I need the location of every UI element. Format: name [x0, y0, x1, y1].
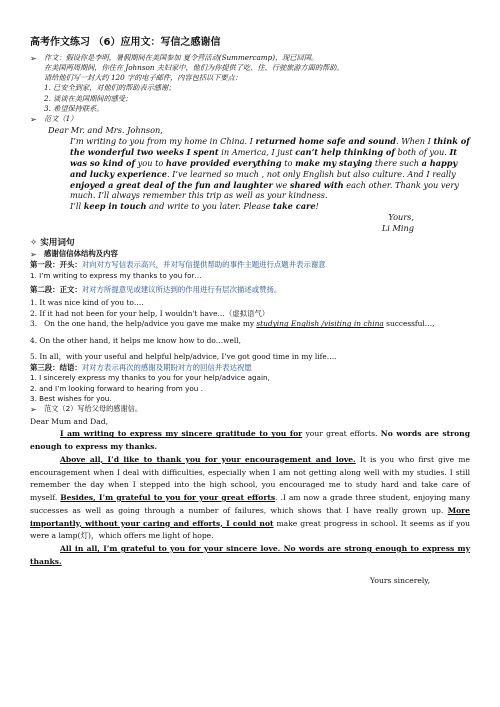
page-title: 高考作文练习 （6）应用文：写信之感谢信 [30, 37, 221, 48]
expressions-heading: ✧ 实用词句 [30, 237, 75, 248]
step-2-item: 5. In all，with your useful and helpful help/advice, I’ve got good time in my life…. [30, 352, 337, 362]
step-3-item: 3. Best wishes for you. [30, 393, 112, 403]
structure-heading-row [30, 249, 470, 260]
arrow-bullet-icon: ➢ [30, 405, 37, 415]
step-1 [30, 260, 470, 271]
task-line: 作文：假设你是李明，暑假期间在美国参加 夏令营活动(Summercamp)，现已回国。 [44, 53, 319, 63]
model-2-label-row [30, 404, 470, 415]
task-block [30, 53, 470, 113]
arrow-bullet-icon: ➢ [30, 114, 37, 124]
step-1-head: 第一段：开头： [30, 260, 82, 270]
diamond-bullet-icon: ✧ [30, 237, 41, 248]
step-1-desc: 对向对方写信表示高兴，并对写信提供帮助的事件主题进行点题并表示谢意 [81, 260, 326, 270]
step-3-items [30, 373, 470, 404]
step-2-items [30, 298, 470, 363]
essay-closing: Yours, [388, 212, 414, 223]
task-text [44, 53, 344, 113]
model-label: 范文（1） [44, 113, 78, 123]
step-2-item: 1. It was nice kind of you to…. [30, 298, 144, 308]
step-3-item: 1. I sincerely express my thanks to you for your help/advice again, [30, 373, 270, 383]
model-2-label: 范文（2）写给父母的感谢信。 [44, 404, 143, 414]
essay-signature: Li Ming [381, 222, 414, 233]
step-2-desc: 对对方所提意见或建议所达到的作用进行有层次描述或赞扬。 [81, 284, 282, 294]
arrow-bullet-icon: ➢ [30, 54, 37, 64]
essay-body-2: I’ll keep in touch and write to you later. Please take care! [70, 201, 319, 212]
step-3-head: 第三段：结语： [30, 362, 82, 372]
step-2-item: 3. On the one hand, the help/advice you gave me make my studying English /visiting in china successful…, [30, 319, 435, 329]
letter-paragraph-3: All in all, I’m grateful to you for your sincere love. No words are strong enough to express my thanks. [30, 544, 470, 566]
task-line: 请给他们写一封大约 120 字的电子邮件，内容包括以下要点： [44, 73, 242, 83]
step-2-item: 2. If it had not been for your help, I wouldn't have…（虚拟语气） [30, 308, 270, 318]
letter-paragraph-2: Above all, I’d like to thank you for your encouragement and love. It is you who first give me encouragement when I deal with difficulties, especially when I am not getting along well with my studies. I still remember the day when I stepped into the high school, you encouraged me to study hard and take care of myself. Besides, I’m grateful to you for your great efforts. .I am now a grade three student, enjoying many successes as well as going through a number of failures, which shows that I have really grown up. More importantly, without your caring and efforts, I could not make great progress in school. It seems as if you were a lamp(灯)，which offers me light of hope. [30, 454, 470, 541]
step-2-head: 第二段：正文： [30, 284, 82, 294]
task-point: 2. 谈谈在美国期间的感受； [44, 93, 133, 103]
step-3-desc: 对对方表示再次的感谢及期盼对方的回信并表达祝愿 [81, 362, 252, 372]
letter-paragraph-1: I am writing to express my sincere gratitude to you for your great efforts. No words are strong enough to express my thanks. [30, 429, 471, 451]
arrow-bullet-icon: ➢ [30, 249, 37, 259]
essay-body-1: I’m writing to you from my home in China. I returned home safe and sound. When I think of the wonderful two weeks I spent in America, I just can’t help thinking of both of you. It was so kind of you to have provided everything to make my staying there such a happy and lucky experience. I’ve learned so much , not only English but also culture. And I really enjoyed a great deal of the fun and laughter we shared with each other. Thank you very much. I’ll always remember this trip as well as your kindness. [70, 135, 470, 201]
task-point: 3. 希望保持联系。 [44, 103, 104, 113]
task-point: 1. 已安全到家，对他们的帮助表示感谢； [44, 83, 176, 93]
step-2-item: 4. On the other hand, it helps me know how to do…well, [30, 335, 241, 345]
letter-greeting: Dear Mum and Dad, [30, 416, 109, 426]
step-3 [30, 363, 470, 374]
step-2 [30, 285, 470, 296]
model-essay [30, 125, 470, 234]
task-line: 在美国两周期间，你住在 Johnson 夫妇家中，他们为你提供了吃、住、行驶旅游方面的帮助。 [44, 63, 344, 73]
essay-greeting: Dear Mr. and Mrs. Johnson, [48, 125, 163, 136]
step-1-item: 1. I’m writing to express my thanks to you for… [30, 270, 202, 280]
parent-letter [30, 416, 470, 588]
structure-heading: 感谢信信体结构及内容 [44, 248, 118, 258]
model-label-row [30, 114, 470, 125]
step-3-item: 2. and I’m looking forward to hearing from you . [30, 383, 203, 393]
letter-closing: Yours sincerely, [370, 575, 430, 585]
